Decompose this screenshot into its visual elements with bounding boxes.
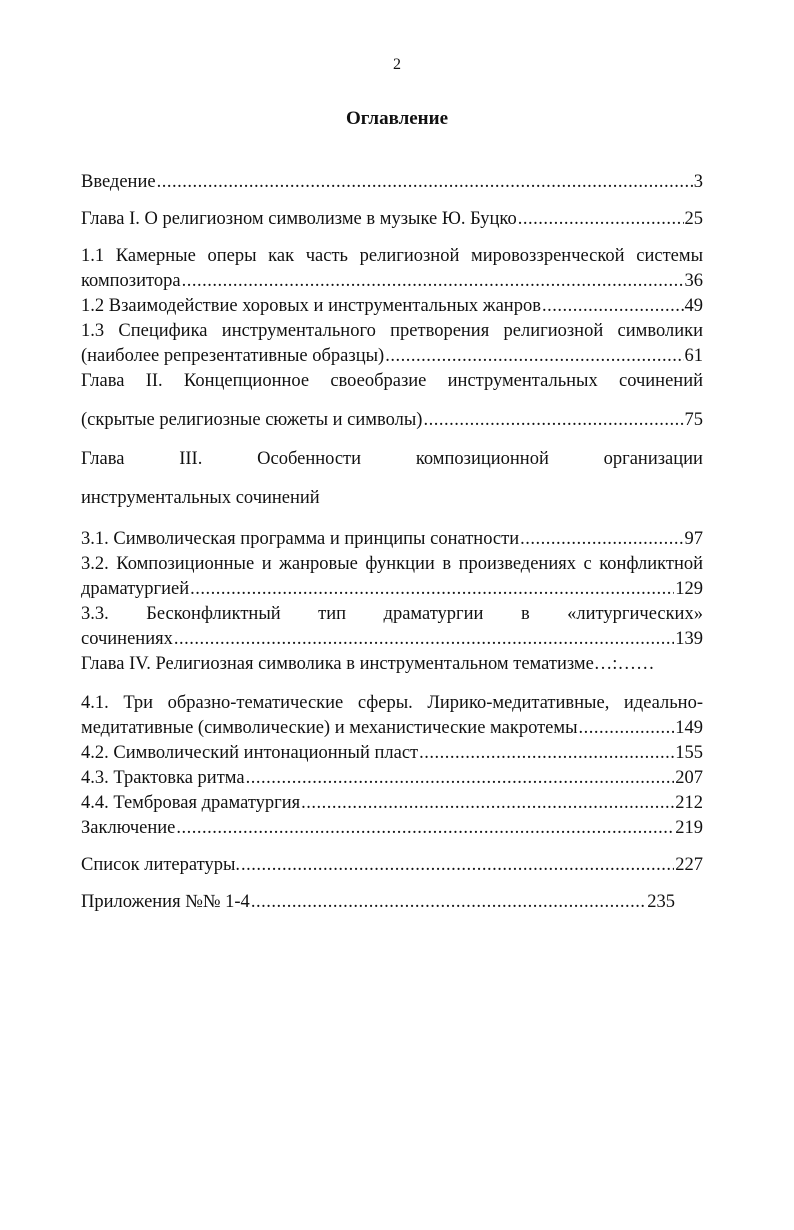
- toc-entry-title-line2: драматургией: [81, 579, 190, 599]
- toc-entry-title: Глава I. О религиозном символизме в музыке Ю. Буцко: [81, 209, 517, 229]
- toc-entry-title-line2: сочинениях: [81, 629, 173, 649]
- page-number: 2: [393, 56, 401, 73]
- toc-leader-dots: [251, 890, 646, 915]
- toc-entry-chapter-2[interactable]: [81, 369, 703, 433]
- toc-page-ref: 149: [675, 718, 703, 738]
- toc-entry-section-3-1[interactable]: [81, 527, 703, 552]
- toc-leader-dots: [419, 741, 674, 766]
- toc-word: композиционной: [415, 449, 549, 469]
- toc-leader-dots: [520, 527, 683, 552]
- toc-leader-dots: [157, 170, 693, 195]
- toc-entry-title-line1: 1.1 Камерные оперы как часть религиозной мировоззренческой системы: [81, 246, 703, 266]
- toc-page-ref: 129: [675, 579, 703, 599]
- toc-entry-title-line2: (скрытые религиозные сюжеты и символы): [81, 410, 423, 430]
- toc-leader-dots: [176, 816, 674, 841]
- toc-entry-conclusion[interactable]: [81, 816, 703, 841]
- toc-page-ref: 227: [675, 855, 703, 875]
- toc-entry-section-4-3[interactable]: [81, 766, 703, 791]
- toc-entry-title: 3.1. Символическая программа и принципы сонатности: [81, 529, 520, 549]
- toc-entry-title: Список литературы.: [81, 855, 241, 875]
- toc-entry-appendix[interactable]: [81, 890, 675, 915]
- toc-entry-title: 1.2 Взаимодействие хоровых и инструментальных жанров: [81, 296, 541, 316]
- toc-entry-section-1-3[interactable]: [81, 319, 703, 369]
- toc-entry-title-line1: Глава II. Концепционное своеобразие инструментальных сочинений: [81, 371, 703, 391]
- toc-page-ref: 212: [675, 793, 703, 813]
- toc-word: тип: [318, 604, 347, 624]
- toc-word: Бесконфликтный: [146, 604, 281, 624]
- toc-entry-title-line1: [81, 447, 703, 472]
- toc-entry-section-4-1[interactable]: [81, 691, 703, 741]
- toc-entry-section-3-3[interactable]: [81, 602, 703, 652]
- toc-word: Глава: [81, 449, 125, 469]
- toc-entry-title: Введение: [81, 172, 156, 192]
- toc-entry-title: 4.4. Тембровая драматургия: [81, 793, 301, 813]
- table-of-contents: [81, 170, 703, 915]
- toc-leader-dots: [182, 269, 684, 294]
- toc-word: в: [520, 604, 530, 624]
- toc-entry-title: Приложения №№ 1-4: [81, 892, 250, 912]
- page-title: Оглавление: [345, 108, 449, 129]
- toc-entry-title: Заключение: [81, 818, 176, 838]
- toc-page-ref: 3: [693, 172, 703, 192]
- toc-leader-dots: [518, 207, 684, 232]
- toc-page-ref: 75: [684, 410, 703, 430]
- toc-leader-dots: [423, 408, 683, 433]
- toc-entry-intro[interactable]: [81, 170, 703, 195]
- toc-leader-dots: [190, 577, 674, 602]
- toc-entry-title-line2: (наиболее репрезентативные образцы): [81, 346, 385, 366]
- toc-page-ref: 61: [684, 346, 703, 366]
- toc-page-ref: 219: [675, 818, 703, 838]
- toc-entry-section-3-2[interactable]: [81, 552, 703, 602]
- toc-page-ref: 207: [675, 768, 703, 788]
- toc-word: «литургических»: [567, 604, 703, 624]
- toc-leader-dots: [385, 344, 683, 369]
- toc-word: Особенности: [257, 449, 362, 469]
- toc-entry-title-line1: 1.3 Специфика инструментального претворения религиозной символики: [81, 321, 703, 341]
- toc-entry-title: 4.3. Трактовка ритма: [81, 768, 245, 788]
- toc-entry-chapter-3[interactable]: [81, 447, 703, 511]
- toc-page-ref: 139: [675, 629, 703, 649]
- toc-entry-section-1-1[interactable]: [81, 244, 703, 294]
- toc-entry-section-4-4[interactable]: [81, 791, 703, 816]
- toc-word: III.: [179, 449, 203, 469]
- toc-entry-title-line2: инструментальных сочинений: [81, 488, 320, 508]
- toc-page-ref: 155: [675, 743, 703, 763]
- toc-entry-section-1-2[interactable]: [81, 294, 703, 319]
- toc-page-ref: 36: [684, 271, 703, 291]
- toc-entry-section-4-2[interactable]: [81, 741, 703, 766]
- toc-entry-chapter-1[interactable]: [81, 207, 703, 232]
- toc-page-ref: 97: [684, 529, 703, 549]
- toc-entry-title-line1: [81, 602, 703, 627]
- toc-leader-dots: [579, 716, 675, 741]
- toc-leader-dots: [246, 766, 675, 791]
- toc-entry-title-line2: композитора: [81, 271, 181, 291]
- toc-entry-title-line1: 3.2. Композиционные и жанровые функции в произведениях с конфликтной: [81, 554, 703, 574]
- toc-page-ref: 49: [684, 296, 703, 316]
- toc-page-ref: 25: [684, 209, 703, 229]
- toc-word: драматургии: [383, 604, 484, 624]
- toc-entry-chapter-4[interactable]: Глава IV. Религиозная символика в инструментальном тематизме…:……: [81, 654, 655, 674]
- toc-entry-title-line2: медитативные (символические) и механистические макротемы: [81, 718, 578, 738]
- toc-leader-dots: [542, 294, 684, 319]
- toc-word: 3.3.: [81, 604, 109, 624]
- toc-entry-references[interactable]: [81, 853, 703, 878]
- toc-page-ref: 235: [647, 892, 675, 912]
- toc-leader-dots: [241, 853, 674, 878]
- toc-entry-title-line1: 4.1. Три образно-тематические сферы. Лирико-медитативные, идеально-: [81, 693, 703, 713]
- toc-leader-dots: [301, 791, 674, 816]
- toc-word: организации: [603, 449, 703, 469]
- toc-entry-title: 4.2. Символический интонационный пласт: [81, 743, 419, 763]
- toc-leader-dots: [174, 627, 674, 652]
